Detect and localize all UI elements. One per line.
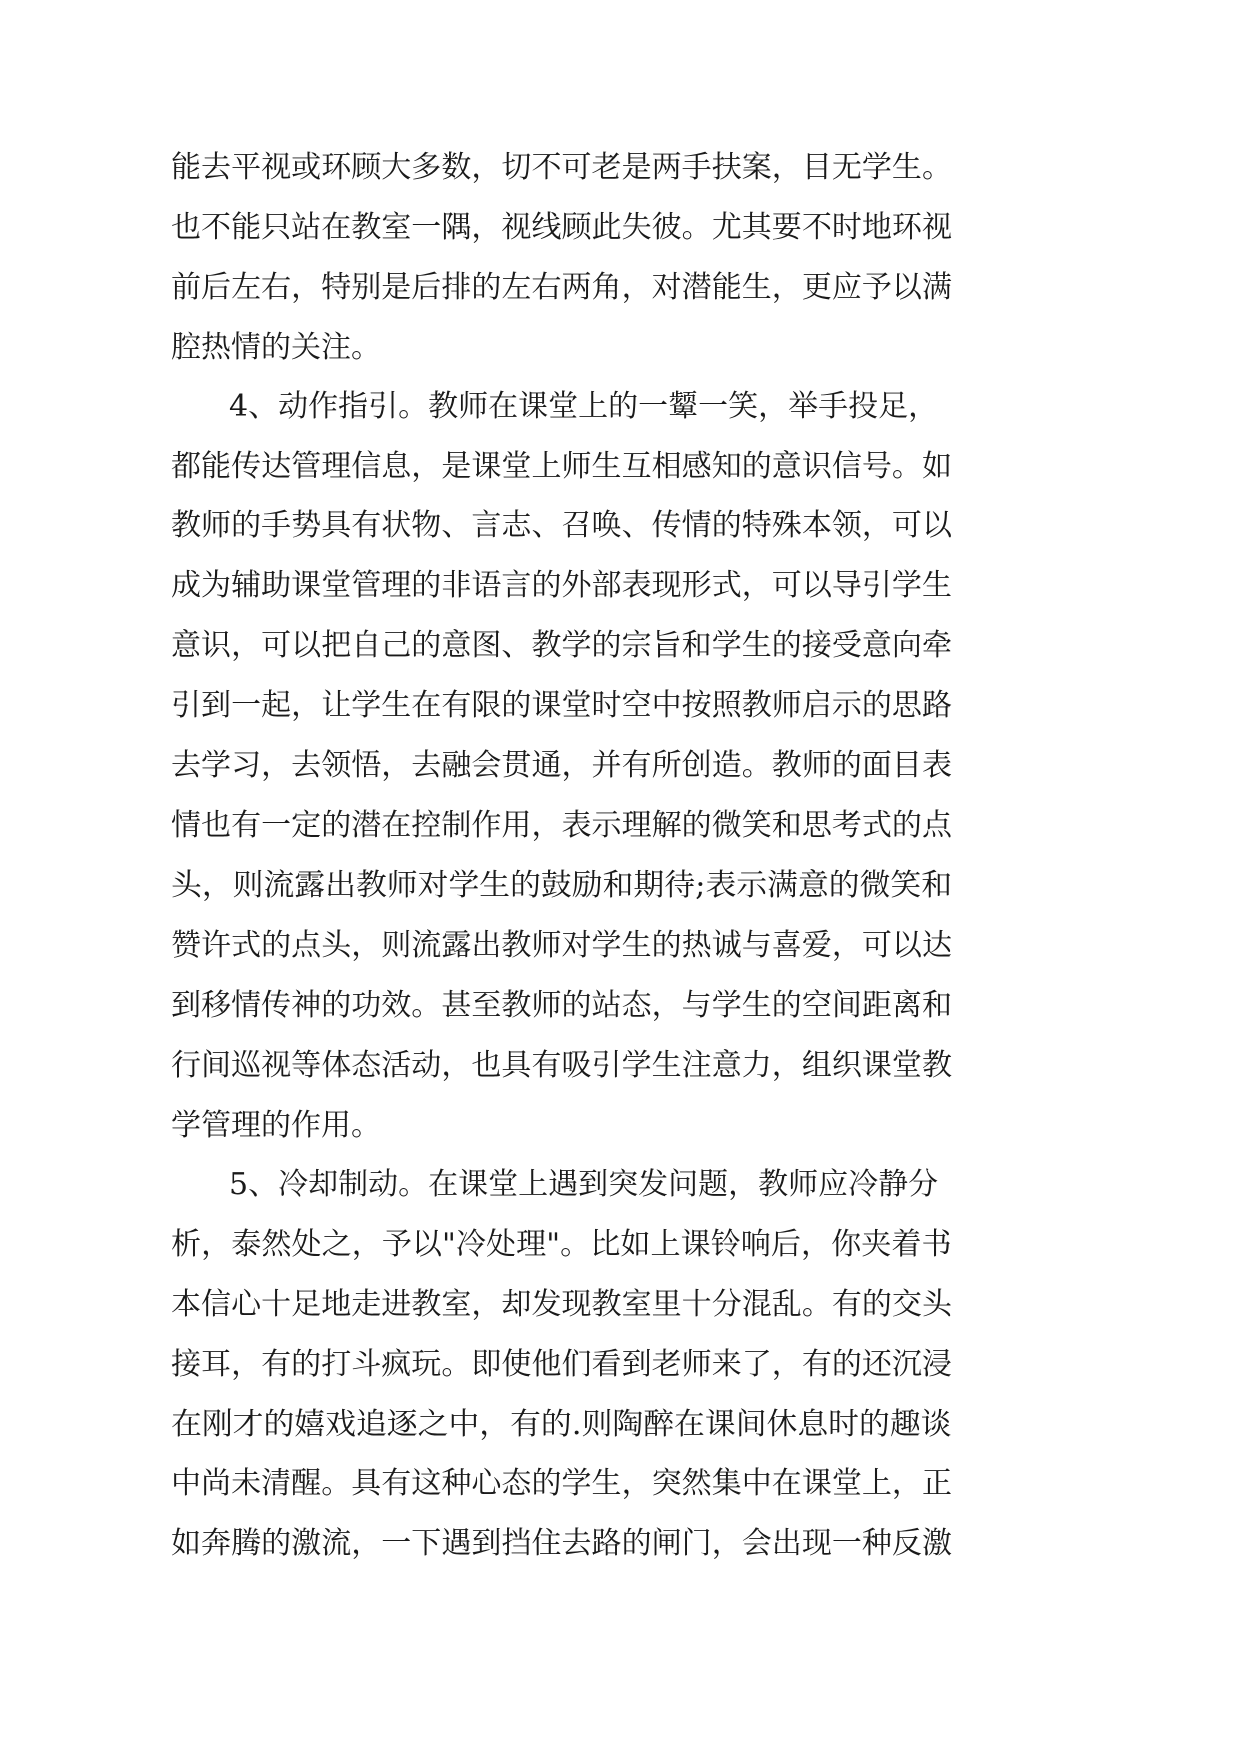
text-line-content: 都能传达管理信息，是课堂上师生互相感知的意识信号。如 [171,449,953,484]
text-line-content: 前后左右，特别是后排的左右两角，对潜能生，更应予以满 [171,270,953,305]
text-line [0,1215,1241,1275]
text-line-content: 接耳，有的打斗疯玩。即使他们看到老师来了，有的还沉浸 [171,1347,953,1382]
text-line [0,1036,1241,1096]
text-line-content: 教师的手势具有状物、言志、召唤、传情的特殊本领，可以 [171,508,953,543]
text-line-content: 也不能只站在教室一隅，视线顾此失彼。尤其要不时地环视 [171,210,953,245]
text-line [0,198,1241,258]
text-line [0,976,1241,1036]
text-line-content: 学管理的作用。 [171,1108,381,1143]
text-line [0,258,1241,318]
text-line [0,796,1241,856]
text-line [0,916,1241,976]
text-line [0,318,1241,378]
text-line [0,1454,1241,1514]
text-line-content: 腔热情的关注。 [171,330,381,365]
text-line [0,1395,1241,1455]
text-line-content: 到移情传神的功效。甚至教师的站态，与学生的空间距离和 [171,988,953,1023]
text-line [0,676,1241,736]
text-line [0,856,1241,916]
text-line [0,1275,1241,1335]
text-line-content: 析，泰然处之，予以"冷处理"。比如上课铃响后，你夹着书 [171,1227,952,1262]
text-line [0,437,1241,497]
text-line-content: 5、冷却制动。在课堂上遇到突发问题，教师应冷静分 [229,1167,939,1202]
text-line [0,736,1241,796]
text-line-content: 成为辅助课堂管理的非语言的外部表现形式，可以导引学生 [171,568,953,603]
text-line [0,1335,1241,1395]
text-line-content: 去学习，去领悟，去融会贯通，并有所创造。教师的面目表 [171,748,953,783]
text-line-content: 头，则流露出教师对学生的鼓励和期待;表示满意的微笑和 [171,868,953,903]
text-line-content: 情也有一定的潜在控制作用，表示理解的微笑和思考式的点 [171,808,953,843]
text-line-content: 4、动作指引。教师在课堂上的一颦一笑，举手投足， [229,389,939,424]
text-line-content: 引到一起，让学生在有限的课堂时空中按照教师启示的思路 [171,688,953,723]
text-line [0,377,1241,437]
text-line [0,1155,1241,1215]
text-line-content: 在刚才的嬉戏追逐之中，有的.则陶醉在课间休息时的趣谈 [171,1407,952,1442]
text-line-content: 行间巡视等体态活动，也具有吸引学生注意力，组织课堂教 [171,1048,953,1083]
text-line [0,616,1241,676]
text-line-content: 意识，可以把自己的意图、教学的宗旨和学生的接受意向牵 [171,628,953,663]
text-line-content: 中尚未清醒。具有这种心态的学生，突然集中在课堂上，正 [171,1466,953,1501]
text-line [0,138,1241,198]
text-line [0,496,1241,556]
text-line-content: 能去平视或环顾大多数，切不可老是两手扶案，目无学生。 [171,150,953,185]
text-line-content: 赞许式的点头，则流露出教师对学生的热诚与喜爱，可以达 [171,928,953,963]
text-line [0,1514,1241,1574]
text-line [0,556,1241,616]
text-line-content: 如奔腾的激流，一下遇到挡住去路的闸门，会出现一种反激 [171,1526,953,1561]
text-line [0,1096,1241,1156]
text-line-content: 本信心十足地走进教室，却发现教室里十分混乱。有的交头 [171,1287,953,1322]
